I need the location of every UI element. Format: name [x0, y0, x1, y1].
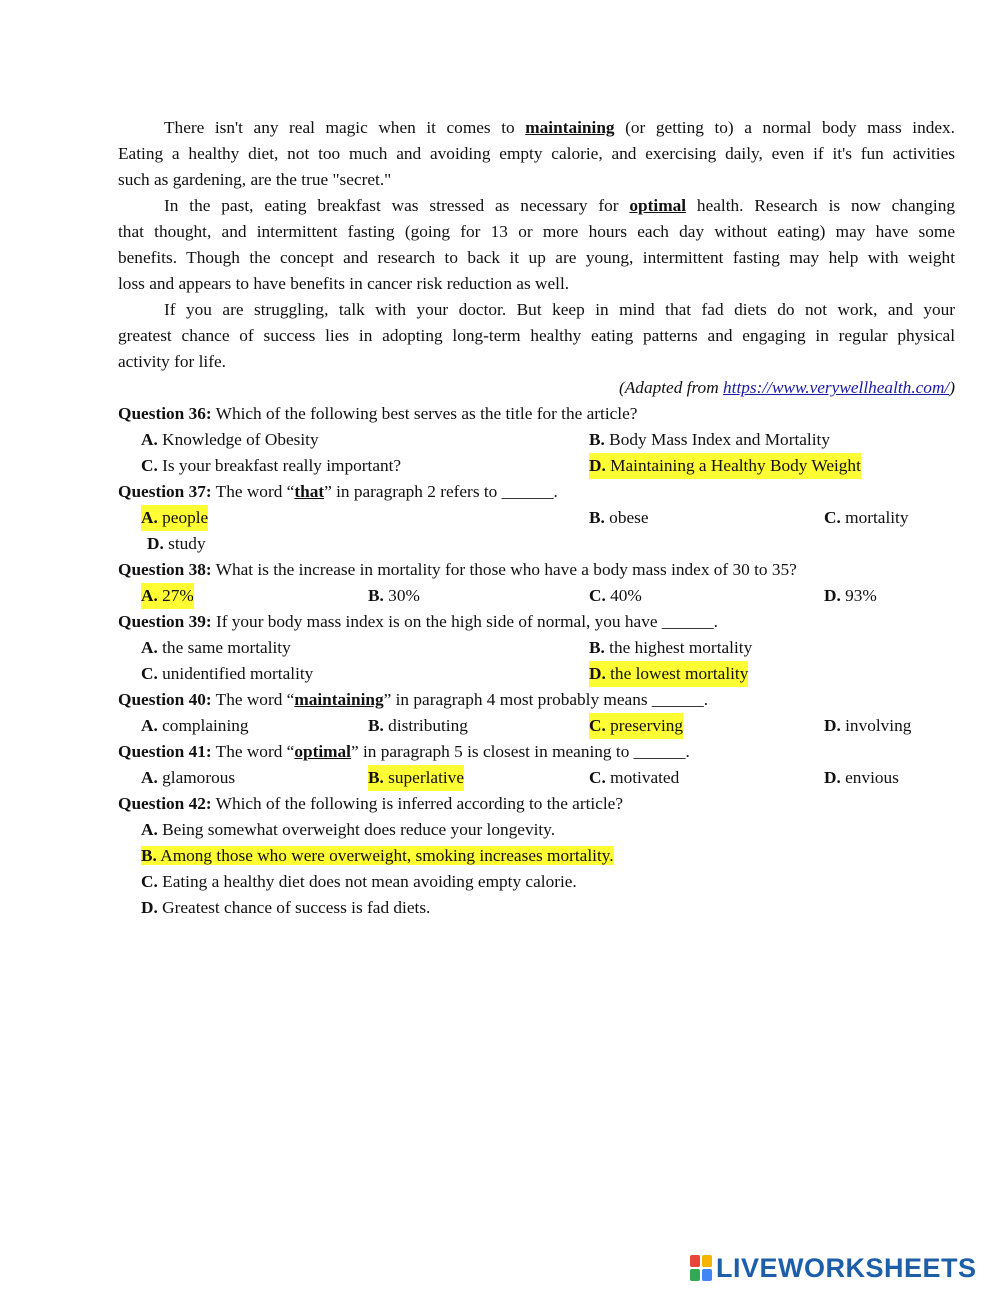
option-39-a[interactable]: A. the same mortality	[141, 638, 291, 657]
option-39-b[interactable]: B. the highest mortality	[589, 638, 753, 657]
passage-line: greatest chance of success lies in adopting long-term healthy eating patterns and engaging in regular physical	[118, 326, 955, 345]
options-row	[118, 661, 955, 687]
question-38: Question 38: What is the increase in mortality for those who have a body mass index of 30 to 35?	[118, 560, 797, 579]
options-row	[118, 765, 955, 791]
options-row	[118, 531, 955, 557]
passage-line: loss and appears to have benefits in cancer risk reduction as well.	[118, 274, 570, 293]
option-38-b[interactable]: B. 30%	[368, 586, 420, 605]
options-row	[118, 713, 955, 739]
option-40-b[interactable]: B. distributing	[368, 716, 468, 735]
option-40-c[interactable]: C. preserving	[589, 713, 683, 739]
option-41-b[interactable]: B. superlative	[368, 765, 464, 791]
option-36-b[interactable]: B. Body Mass Index and Mortality	[589, 430, 830, 449]
logo-text: LIVEWORKSHEETS	[716, 1252, 977, 1283]
source-link[interactable]: https://www.verywellhealth.com/	[723, 378, 950, 397]
option-42-a[interactable]: A. Being somewhat overweight does reduce your longevity.	[141, 820, 556, 839]
passage-line: Eating a healthy diet, not too much and avoiding empty calorie, and exercising daily, even if it's fun activities	[118, 144, 955, 163]
question-42: Question 42: Which of the following is inferred according to the article?	[118, 794, 624, 813]
option-38-a[interactable]: A. 27%	[141, 583, 194, 609]
passage-line: There isn't any real magic when it comes to maintaining (or getting to) a normal body mass index.	[164, 118, 955, 137]
question-37: Question 37: The word “that” in paragraph 2 refers to ______.	[118, 482, 558, 501]
option-36-d[interactable]: D. Maintaining a Healthy Body Weight	[589, 453, 861, 479]
option-42-b[interactable]: B. Among those who were overweight, smoking increases mortality.	[141, 846, 614, 865]
passage-line: that thought, and intermittent fasting (going for 13 or more hours each day without eating) may have some	[118, 222, 955, 241]
option-38-d[interactable]: D. 93%	[824, 586, 877, 605]
options-row	[118, 505, 955, 531]
options-row	[118, 635, 955, 661]
option-37-c[interactable]: C. mortality	[824, 508, 909, 527]
passage-line: benefits. Though the concept and research to back it up are young, intermittent fasting may help with weight	[118, 248, 955, 267]
option-42-c[interactable]: C. Eating a healthy diet does not mean avoiding empty calorie.	[141, 872, 577, 891]
option-40-a[interactable]: A. complaining	[141, 716, 249, 735]
question-39: Question 39: If your body mass index is on the high side of normal, you have ______.	[118, 612, 718, 631]
question-40: Question 40: The word “maintaining” in paragraph 4 most probably means ______.	[118, 690, 709, 709]
option-39-c[interactable]: C. unidentified mortality	[141, 664, 314, 683]
passage-line: such as gardening, are the true "secret."	[118, 170, 392, 189]
option-41-c[interactable]: C. motivated	[589, 768, 680, 787]
passage-line: activity for life.	[118, 352, 226, 371]
keyword-optimal: optimal	[629, 196, 687, 215]
option-37-b[interactable]: B. obese	[589, 508, 649, 527]
liveworksheets-logo	[690, 1252, 977, 1284]
option-38-c[interactable]: C. 40%	[589, 586, 642, 605]
passage-line: If you are struggling, talk with your doctor. But keep in mind that fad diets do not work, and your	[164, 300, 955, 319]
option-41-a[interactable]: A. glamorous	[141, 768, 236, 787]
options-row	[118, 453, 955, 479]
logo-mark-icon	[690, 1255, 712, 1281]
option-37-d[interactable]: D. study	[147, 534, 206, 553]
worksheet-content	[118, 115, 955, 921]
keyword-maintaining: maintaining	[525, 118, 615, 137]
source-citation: (Adapted from https://www.verywellhealth.com/)	[619, 378, 955, 397]
option-42-d[interactable]: D. Greatest chance of success is fad diets.	[141, 898, 431, 917]
option-41-d[interactable]: D. envious	[824, 768, 899, 787]
option-39-d[interactable]: D. the lowest mortality	[589, 661, 748, 687]
option-40-d[interactable]: D. involving	[824, 716, 912, 735]
options-row	[118, 583, 955, 609]
option-37-a[interactable]: A. people	[141, 505, 208, 531]
option-36-c[interactable]: C. Is your breakfast really important?	[141, 456, 402, 475]
passage-line: In the past, eating breakfast was stressed as necessary for optimal health. Research is now changing	[164, 196, 955, 215]
option-36-a[interactable]: A. Knowledge of Obesity	[141, 430, 319, 449]
question-36: Question 36: Which of the following best serves as the title for the article?	[118, 404, 638, 423]
question-41: Question 41: The word “optimal” in paragraph 5 is closest in meaning to ______.	[118, 742, 690, 761]
options-row	[118, 427, 955, 453]
